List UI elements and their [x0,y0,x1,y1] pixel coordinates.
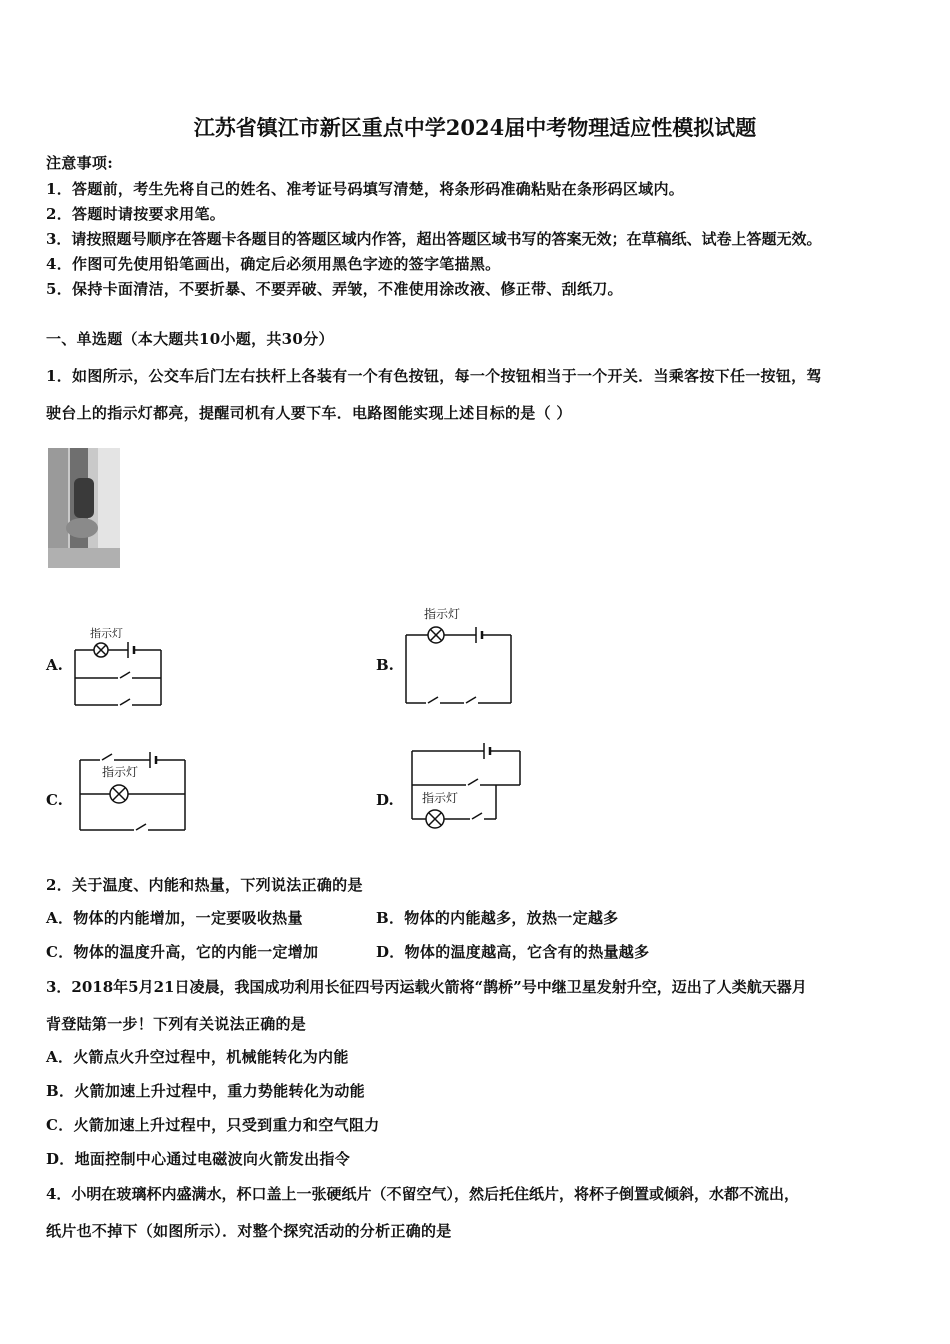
q3-stem-line1: 3．2018年5月21日凌晨，我国成功利用长征四号丙运载火箭将“鹊桥”号中继卫星发射升空，迈出了人类航天器月 [46,978,807,996]
section-heading: 一、单选题（本大题共10小题，共30分） [46,330,334,348]
notice-item-1: 1．答题前，考生先将自己的姓名、准考证号码填写清楚，将条形码准确粘贴在条形码区域内。 [46,180,685,198]
q2-option-b: B．物体的内能越多，放热一定越多 [376,909,619,927]
q1-option-b-label: B. [376,656,394,674]
q2-option-a: A．物体的内能增加，一定要吸收热量 [46,909,303,927]
q3-option-c: C．火箭加速上升过程中，只受到重力和空气阻力 [46,1116,380,1134]
notice-heading: 注意事项: [46,154,114,172]
q3-option-a: A．火箭点火升空过程中，机械能转化为内能 [46,1048,349,1066]
q4-stem-line1: 4．小明在玻璃杯内盛满水，杯口盖上一张硬纸片（不留空气），然后托住纸片，将杯子倒置或倾斜，水都不流出， [46,1185,799,1203]
circuit-d-diagram [404,735,528,835]
q1-option-d-label: D. [376,791,394,809]
notice-item-3: 3．请按照题号顺序在答题卡各题目的答题区域内作答，超出答题区域书写的答案无效；在草稿纸、试卷上答题无效。 [46,230,822,248]
circuit-d-lamp-label: 指示灯 [422,791,459,805]
page-title: 江苏省镇江市新区重点中学2024届中考物理适应性模拟试题 [193,115,757,140]
circuit-a-lamp-label: 指示灯 [90,627,123,640]
q2-stem: 2．关于温度、内能和热量，下列说法正确的是 [46,876,363,894]
circuit-c-lamp-label: 指示灯 [102,765,139,779]
circuit-a-diagram [68,622,168,714]
circuit-b-diagram [398,603,518,713]
q1-stem-line2: 驶台上的指示灯都亮，提醒司机有人要下车．电路图能实现上述目标的是（ ） [46,404,572,422]
notice-item-5: 5．保持卡面清洁，不要折暴、不要弄破、弄皱，不准使用涂改液、修正带、刮纸刀。 [46,280,623,298]
circuit-b-lamp-label: 指示灯 [424,607,461,621]
q3-option-d: D．地面控制中心通过电磁波向火箭发出指令 [46,1150,351,1168]
q4-stem-line2: 纸片也不掉下（如图所示）．对整个探究活动的分析正确的是 [46,1222,452,1240]
circuit-c-diagram [72,744,192,836]
q1-stem-line1: 1．如图所示，公交车后门左右扶杆上各装有一个有色按钮，每一个按钮相当于一个开关．当乘客按下任一按钮，驾 [46,367,822,385]
notice-item-4: 4．作图可先使用铅笔画出，确定后必须用黑色字迹的签字笔描黑。 [46,255,501,273]
q3-stem-line2: 背登陆第一步！下列有关说法正确的是 [46,1015,307,1033]
q2-option-d: D．物体的温度越高，它含有的热量越多 [376,943,650,961]
bus-handrail-photo [48,448,120,568]
q2-option-c: C．物体的温度升高，它的内能一定增加 [46,943,319,961]
notice-item-2: 2．答题时请按要求用笔。 [46,205,226,223]
q1-option-c-label: C. [46,791,63,809]
q3-option-b: B．火箭加速上升过程中，重力势能转化为动能 [46,1082,365,1100]
q1-option-a-label: A. [46,656,63,674]
